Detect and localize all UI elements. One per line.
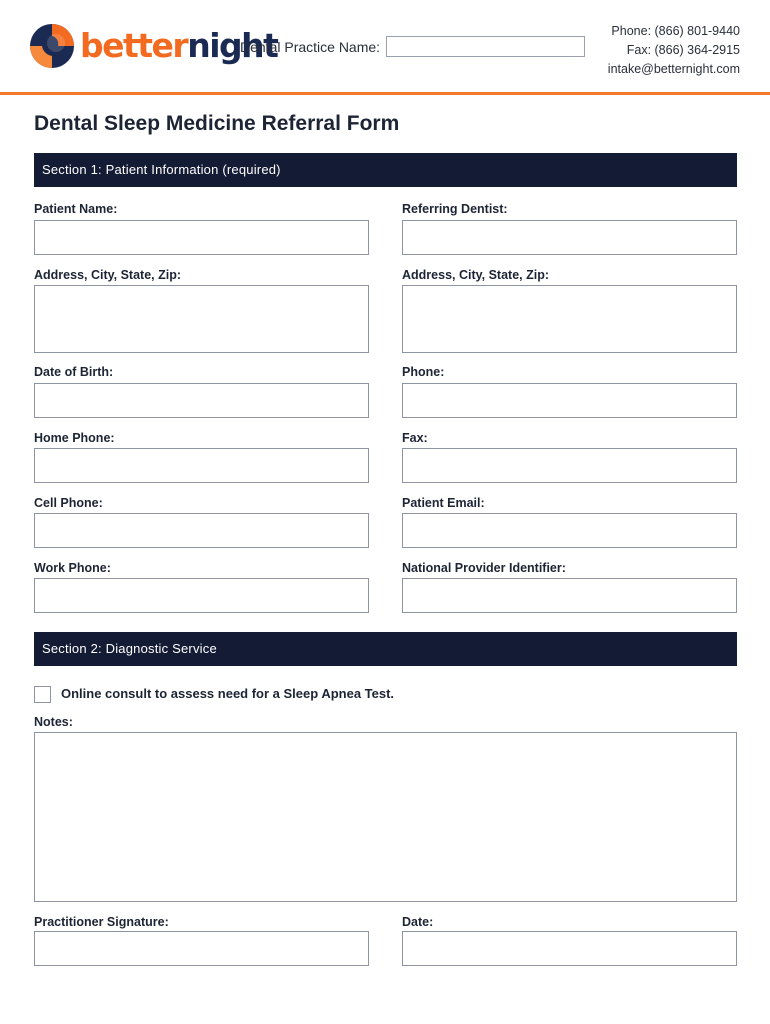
- contact-info: [608, 22, 740, 79]
- betternight-logo: [28, 22, 278, 70]
- patient-address-label: Address, City, State, Zip:: [34, 268, 182, 282]
- signature-input[interactable]: [34, 931, 369, 966]
- section1-heading: Section 1: Patient Information (required): [34, 153, 737, 187]
- cell-phone-label: Cell Phone:: [34, 496, 103, 510]
- date-label: Date:: [402, 915, 434, 929]
- signature-label: Practitioner Signature:: [34, 915, 169, 929]
- practice-name-label: Dental Practice Name:: [240, 39, 381, 55]
- header: [0, 0, 770, 96]
- work-phone-input[interactable]: [34, 578, 369, 613]
- contact-phone: Phone: (866) 801-9440: [611, 24, 740, 38]
- npi-input[interactable]: [402, 578, 737, 613]
- contact-fax: Fax: (866) 364-2915: [626, 43, 740, 57]
- notes-label: Notes:: [34, 715, 73, 729]
- cell-phone-input[interactable]: [34, 513, 369, 548]
- patient-name-label: Patient Name:: [34, 202, 118, 216]
- practice-name-input[interactable]: [386, 36, 585, 57]
- dentist-phone-input[interactable]: [402, 383, 737, 418]
- referring-dentist-input[interactable]: [402, 220, 737, 255]
- online-consult-label: Online consult to assess need for a Sleep Apnea Test.: [61, 686, 395, 701]
- fax-input[interactable]: [402, 448, 737, 483]
- section2-heading: Section 2: Diagnostic Service: [34, 632, 737, 666]
- online-consult-checkbox[interactable]: [34, 686, 51, 703]
- patient-address-input[interactable]: [34, 285, 369, 353]
- dentist-address-input[interactable]: [402, 285, 737, 353]
- contact-email: intake@betternight.com: [607, 62, 740, 76]
- patient-email-input[interactable]: [402, 513, 737, 548]
- referring-dentist-label: Referring Dentist:: [402, 202, 508, 216]
- patient-name-input[interactable]: [34, 220, 369, 255]
- date-input[interactable]: [402, 931, 737, 966]
- dob-label: Date of Birth:: [34, 365, 114, 379]
- logo-better: better: [80, 26, 188, 65]
- patient-email-label: Patient Email:: [402, 496, 485, 510]
- notes-input[interactable]: [34, 732, 737, 902]
- dentist-phone-label: Phone:: [402, 365, 445, 379]
- logo-night: night: [187, 26, 278, 65]
- fax-label: Fax:: [402, 431, 428, 445]
- npi-label: National Provider Identifier:: [402, 561, 566, 575]
- dentist-address-label: Address, City, State, Zip:: [402, 268, 550, 282]
- work-phone-label: Work Phone:: [34, 561, 111, 575]
- home-phone-label: Home Phone:: [34, 431, 115, 445]
- dob-input[interactable]: [34, 383, 369, 418]
- header-divider: [0, 92, 770, 95]
- form-title: Dental Sleep Medicine Referral Form: [34, 112, 400, 135]
- home-phone-input[interactable]: [34, 448, 369, 483]
- moon-logo-icon: [28, 22, 76, 70]
